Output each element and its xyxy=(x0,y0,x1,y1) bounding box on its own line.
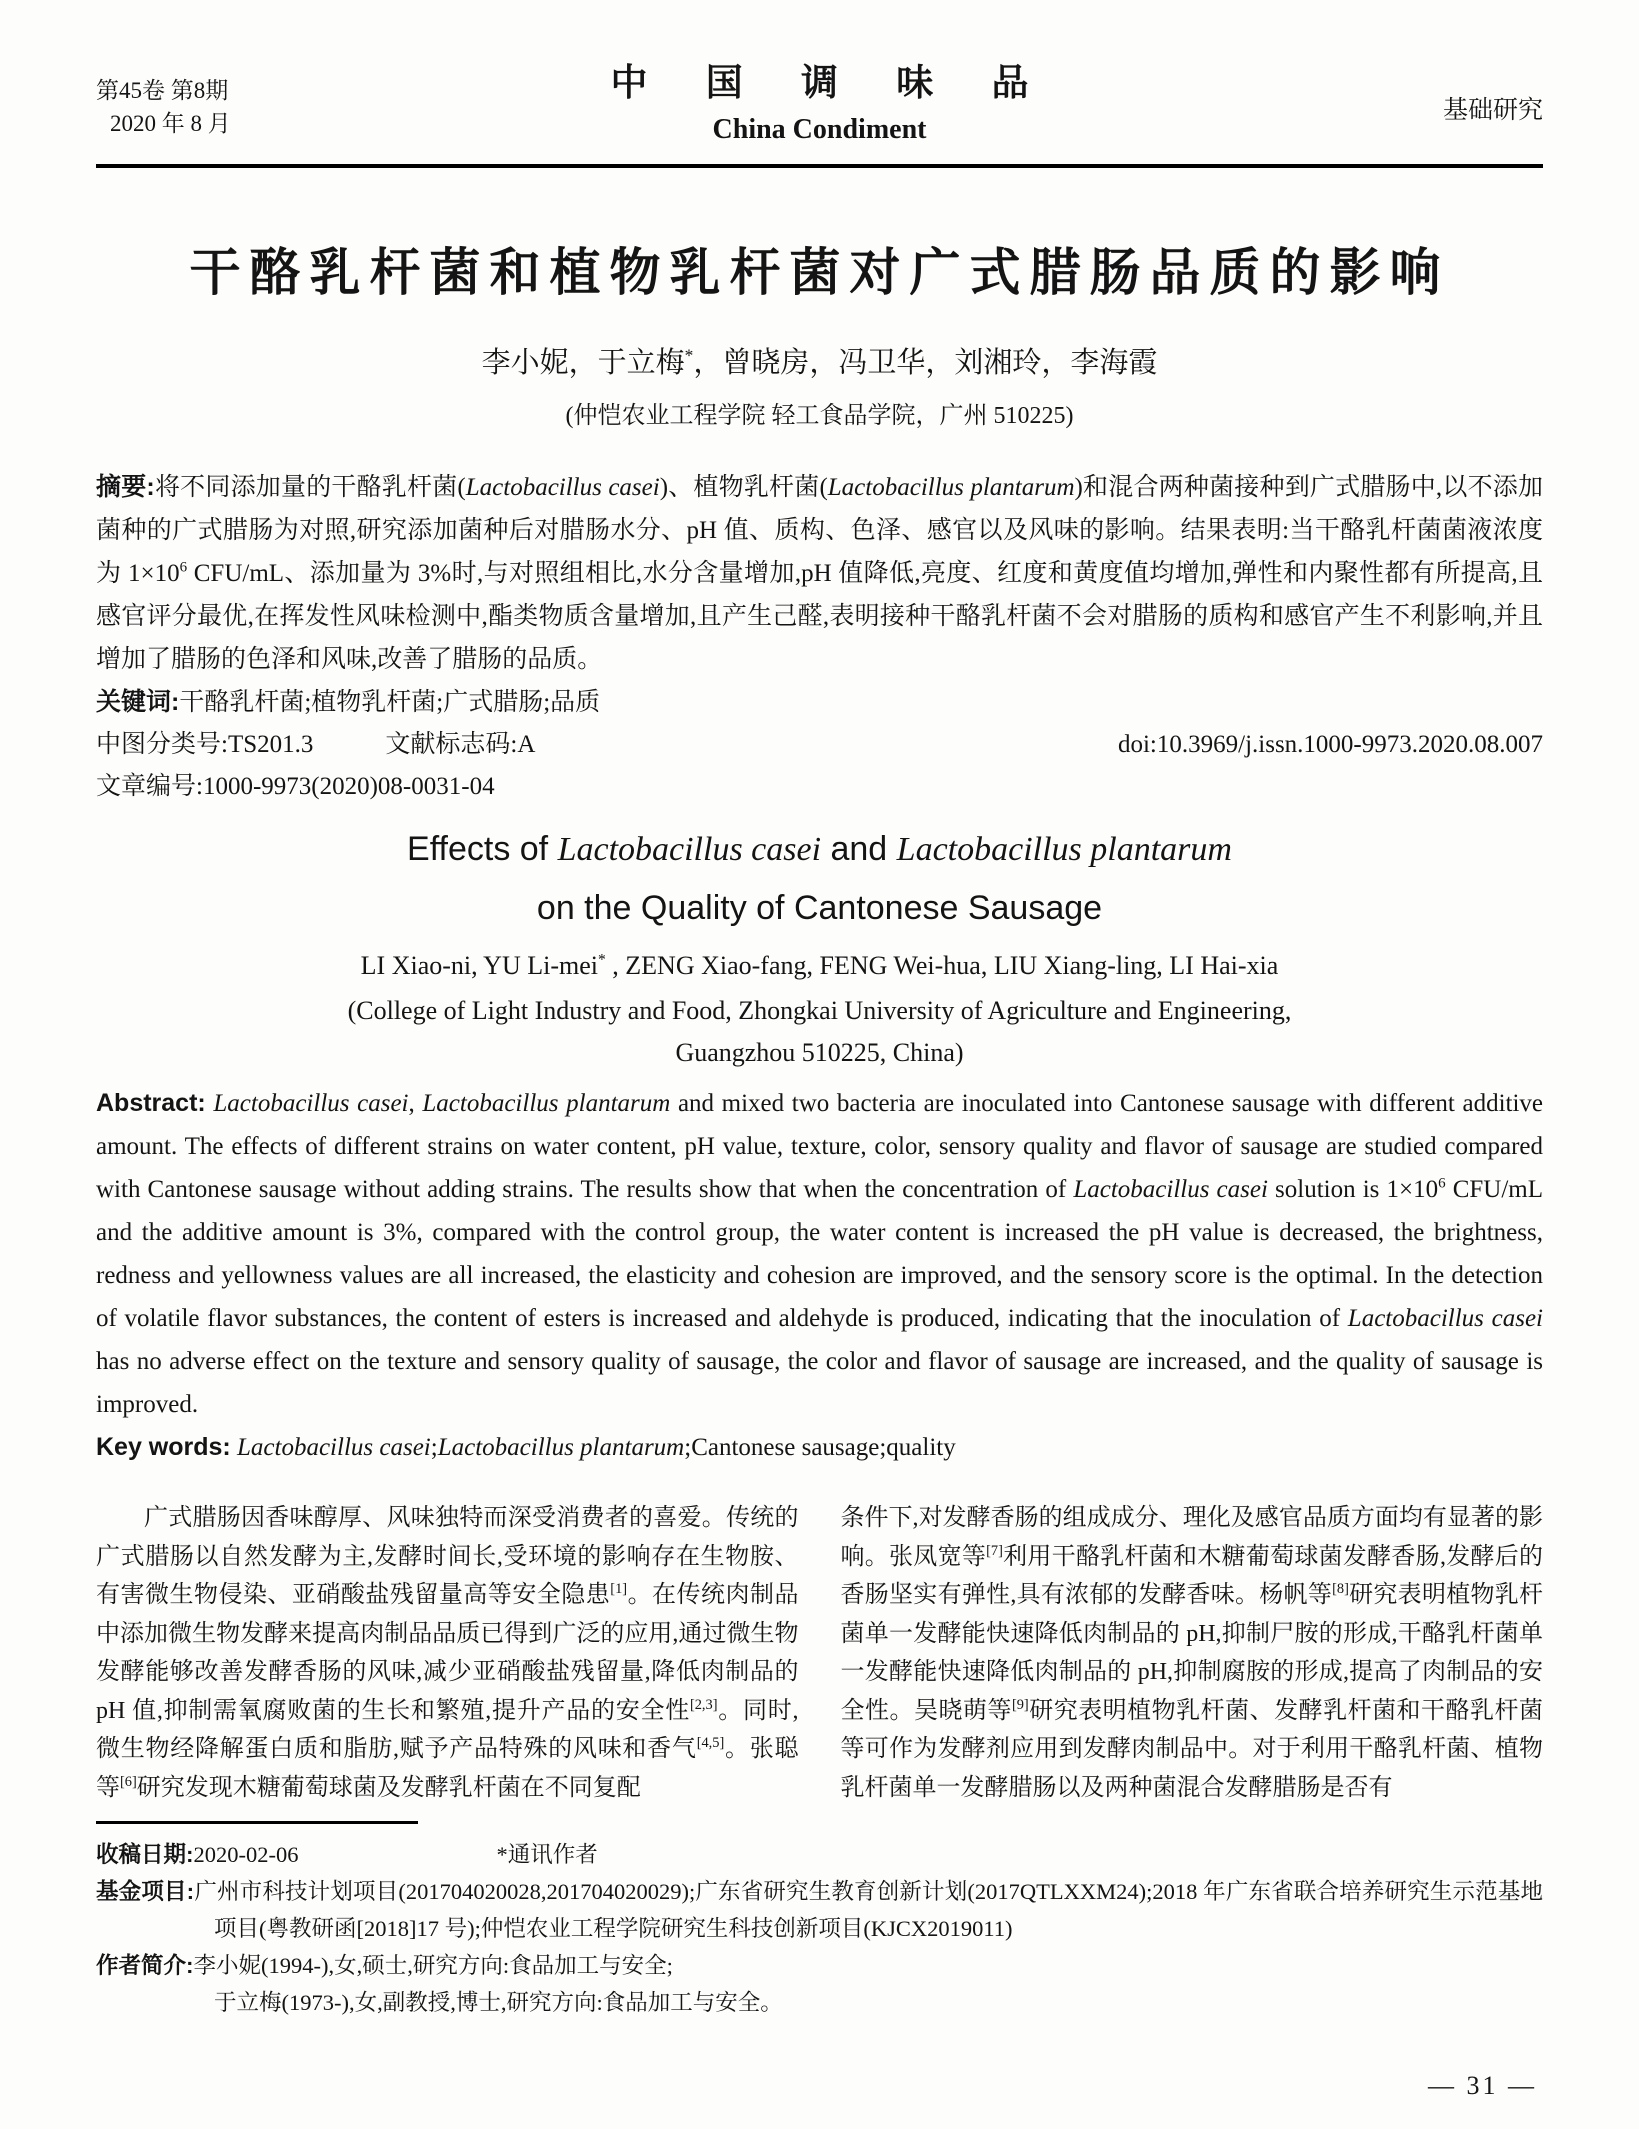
authors-cn-text: ，曾晓房，冯卫华，刘湘玲，李海霞 xyxy=(693,347,1158,379)
received-date-label: 收稿日期: xyxy=(96,1842,194,1867)
footnote-rule xyxy=(96,1821,418,1824)
body-text: 研究表明植物乳杆菌、发酵乳杆菌和干酪乳杆菌等可作为发酵剂应用到发酵肉制品中。对于利用干酪乳杆菌、植物乳杆菌单一发酵腊肠以及两种菌混合发酵腊肠是否有 xyxy=(840,1697,1544,1801)
fund-text: 广州市科技计划项目(201704020028,201704020029);广东省研究生教育创新计划(2017QTLXXM24);2018 年广东省联合培养研究生示范基地项目(粤教研函[2018]17 号);仲恺农业工程学院研究生科技创新项目(KJCX2019011) xyxy=(194,1879,1543,1941)
article-number: 文章编号:1000-9973(2020)08-0031-04 xyxy=(96,773,495,800)
species-name: Lactobacillus casei xyxy=(213,1090,409,1117)
body-text: 。同时,微生物经降解蛋白质和脂肪,赋予产品特殊的风味和香气 xyxy=(96,1697,799,1762)
abstract-cn-segment: )和混合两种菌接种到广式腊肠中,以不添加菌种的广式腊肠为对照,研究添加菌种后对腊肠水分、pH 值、质构、色泽、感官以及风味的影响。结果表明:当干酪乳杆菌菌液浓度为 1×10 xyxy=(96,474,1544,587)
keywords-cn-label: 关键词: xyxy=(96,688,180,716)
keywords-en-text: ; xyxy=(430,1434,438,1461)
issue-date: 2020 年 8 月 xyxy=(110,111,231,136)
keywords-en-label: Key words: xyxy=(96,1433,231,1461)
abstract-cn-label: 摘要: xyxy=(96,473,155,501)
received-date-value: 2020-02-06 xyxy=(193,1842,299,1867)
journal-title-en: China Condiment xyxy=(712,114,927,145)
corresponding-author-note: *通讯作者 xyxy=(496,1842,598,1867)
footnote-bio-line1 xyxy=(96,1947,1543,1984)
keywords-en xyxy=(96,1426,1543,1469)
body-text: 研究发现木糖葡萄球菌及发酵乳杆菌在不同复配 xyxy=(136,1774,641,1801)
species-name: Lactobacillus casei xyxy=(557,831,822,868)
body-text: 研究表明植物乳杆菌单一发酵能快速降低肉制品的 pH,抑制尸胺的形成,干酪乳杆菌单一发酵能快速降低肉制品的 pH,抑制腐胺的形成,提高了肉制品的安全性。吴晓萌等 xyxy=(840,1582,1544,1724)
species-name: Lactobacillus casei xyxy=(237,1434,431,1461)
journal-masthead xyxy=(610,52,1053,146)
affiliation-en-line2: Guangzhou 510225, China) xyxy=(675,1038,964,1067)
journal-title-cn: 中 国 调 味 品 xyxy=(610,62,1053,103)
footnote-bio xyxy=(96,1947,1543,2021)
clc-number: 中图分类号:TS201.3 xyxy=(96,731,314,758)
page-number: — 31 — xyxy=(1428,2071,1537,2100)
fund-label: 基金项目: xyxy=(96,1879,195,1904)
meta-row xyxy=(96,724,1543,766)
issue-info xyxy=(96,74,610,140)
abstract-cn-segment: )、植物乳杆菌( xyxy=(659,474,828,501)
affiliation-en xyxy=(96,990,1543,1074)
citation-ref: [1] xyxy=(610,1581,628,1597)
header-rule xyxy=(96,164,1543,168)
page-header xyxy=(96,52,1543,146)
species-name: Lactobacillus casei xyxy=(1073,1176,1268,1203)
corresponding-author-mark: * xyxy=(597,951,606,969)
article-title-en-line2: on the Quality of Cantonese Sausage xyxy=(536,889,1103,927)
volume-issue: 第45卷 第8期 xyxy=(96,78,229,103)
doi: doi:10.3969/j.issn.1000-9973.2020.08.007 xyxy=(1117,731,1543,758)
document-code: 文献标志码:A xyxy=(385,731,536,758)
citation-ref: [6] xyxy=(120,1773,137,1790)
abstract-en xyxy=(96,1082,1543,1426)
citation-ref: [8] xyxy=(1332,1581,1349,1597)
authors-en-text: LI Xiao-ni, YU Li-mei xyxy=(360,951,598,980)
abstract-en-segment: , xyxy=(408,1090,423,1117)
authors-cn xyxy=(96,340,1543,381)
species-name: Lactobacillus plantarum xyxy=(827,474,1075,501)
footnote-bio-line2: 于立梅(1973-),女,副教授,博士,研究方向:食品加工与安全。 xyxy=(214,1990,783,2015)
section-label: 基础研究 xyxy=(1442,97,1543,124)
footnote-received xyxy=(96,1836,1543,1873)
article-title-en xyxy=(96,820,1543,938)
abstract-en-segment: solution is 1×10 xyxy=(1267,1176,1439,1203)
species-name: Lactobacillus casei xyxy=(1347,1305,1543,1332)
abstract-cn xyxy=(96,466,1543,681)
citation-ref: [4,5] xyxy=(696,1735,725,1751)
citation-ref: [7] xyxy=(986,1542,1003,1559)
species-name: Lactobacillus plantarum xyxy=(437,1434,685,1461)
authors-cn-text: 李小妮，于立梅 xyxy=(481,347,685,379)
citation-ref: [2,3] xyxy=(689,1696,718,1713)
affiliation-cn: (仲恺农业工程学院 轻工食品学院，广州 510225) xyxy=(565,403,1074,429)
exponent: 6 xyxy=(1438,1175,1446,1192)
abstract-cn-segment: CFU/mL、添加量为 3%时,与对照组相比,水分含量增加,pH 值降低,亮度、红度和黄度值均增加,弹性和内聚性都有所提高,且感官评分最优,在挥发性风味检测中,酯类物质含量增加,且产生己醛,表明接种干酪乳杆菌不会对腊肠的质构和感官产生不利影响,并且增加了腊肠的色泽和风味,改善了腊肠的品质。 xyxy=(96,560,1543,673)
keywords-cn xyxy=(96,681,1543,724)
affiliation-en-line1: (College of Light Industry and Food, Zhongkai University of Agriculture and Engineering, xyxy=(347,996,1292,1025)
bio-text: 李小妮(1994-),女,硕士,研究方向:食品加工与安全; xyxy=(193,1953,673,1978)
body-column-right xyxy=(841,1499,1544,1807)
footnotes xyxy=(96,1836,1543,2021)
footnote-fund xyxy=(96,1873,1543,1947)
title-en-segment: and xyxy=(821,830,897,868)
body-columns xyxy=(96,1499,1543,1807)
body-text: 广式腊肠因香味醇厚、风味独特而深受消费者的喜爱。传统的广式腊肠以自然发酵为主,发酵时间长,受环境的影响存在生物胺、有害微生物侵染、亚硝酸盐残留量高等安全隐患 xyxy=(96,1505,799,1608)
body-column-left xyxy=(96,1499,799,1807)
body-text: 利用干酪乳杆菌和木糖葡萄球菌发酵香肠,发酵后的香肠坚实有弹性,具有浓郁的发酵香味。杨帆等 xyxy=(840,1543,1544,1608)
body-text: 条件下,对发酵香肠的组成成分、理化及感官品质方面均有显著的影响。张凤宽等 xyxy=(840,1505,1543,1570)
authors-en xyxy=(96,946,1543,986)
abstract-en-segment: CFU/mL and the additive amount is 3%, compared with the control group, the water content is increased the pH value is decreased, the brightness, redness and yellowness values are all increased, the elasticity and cohesion are improved, and the sensory score is the optimal. In the detection of volatile flavor substances, the content of esters is increased and aldehyde is produced, indicating that the inoculation of xyxy=(96,1176,1543,1332)
title-en-segment: Effects of xyxy=(407,830,558,868)
body-text: 。张聪等 xyxy=(96,1736,799,1801)
species-name: Lactobacillus plantarum xyxy=(422,1090,671,1117)
body-paragraph xyxy=(841,1499,1544,1807)
abstract-cn-segment: 将不同添加量的干酪乳杆菌( xyxy=(154,474,466,501)
keywords-cn-text: 干酪乳杆菌;植物乳杆菌;广式腊肠;品质 xyxy=(179,689,601,716)
article-title-cn: 干酪乳杆菌和植物乳杆菌对广式腊肠品质的影响 xyxy=(189,244,1450,301)
bio-label: 作者简介: xyxy=(96,1953,194,1978)
exponent: 6 xyxy=(179,559,188,576)
keywords-en-text: ;Cantonese sausage;quality xyxy=(684,1434,956,1461)
article-title-en-line1 xyxy=(96,820,1543,879)
abstract-en-segment: and mixed two bacteria are inoculated into Cantonese sausage with different additive amount. The effects of different strains on water content, pH value, texture, color, sensory quality and flavor of sausage are studied compared with Cantonese sausage without adding strains. The results show that when the concentration of xyxy=(96,1090,1544,1203)
corresponding-author-mark: * xyxy=(684,345,694,366)
body-text: 。在传统肉制品中添加微生物发酵来提高肉制品品质已得到广泛的应用,通过微生物发酵能够改善发酵香肠的风味,减少亚硝酸盐残留量,降低肉制品的 pH 值,抑制需氧腐败菌的生长和繁殖,提升产品的安全性 xyxy=(96,1582,799,1724)
authors-en-text: , ZENG Xiao-fang, FENG Wei-hua, LIU Xiang-ling, LI Hai-xia xyxy=(605,951,1279,980)
abstract-en-label: Abstract: xyxy=(96,1089,206,1117)
body-paragraph xyxy=(96,1499,799,1807)
abstract-en-segment: has no adverse effect on the texture and sensory quality of sausage, the color and flavor of sausage are increased, and the quality of sausage is improved. xyxy=(96,1348,1543,1418)
citation-ref: [9] xyxy=(1011,1696,1029,1713)
species-name: Lactobacillus casei xyxy=(465,474,660,501)
species-name: Lactobacillus plantarum xyxy=(896,831,1232,868)
